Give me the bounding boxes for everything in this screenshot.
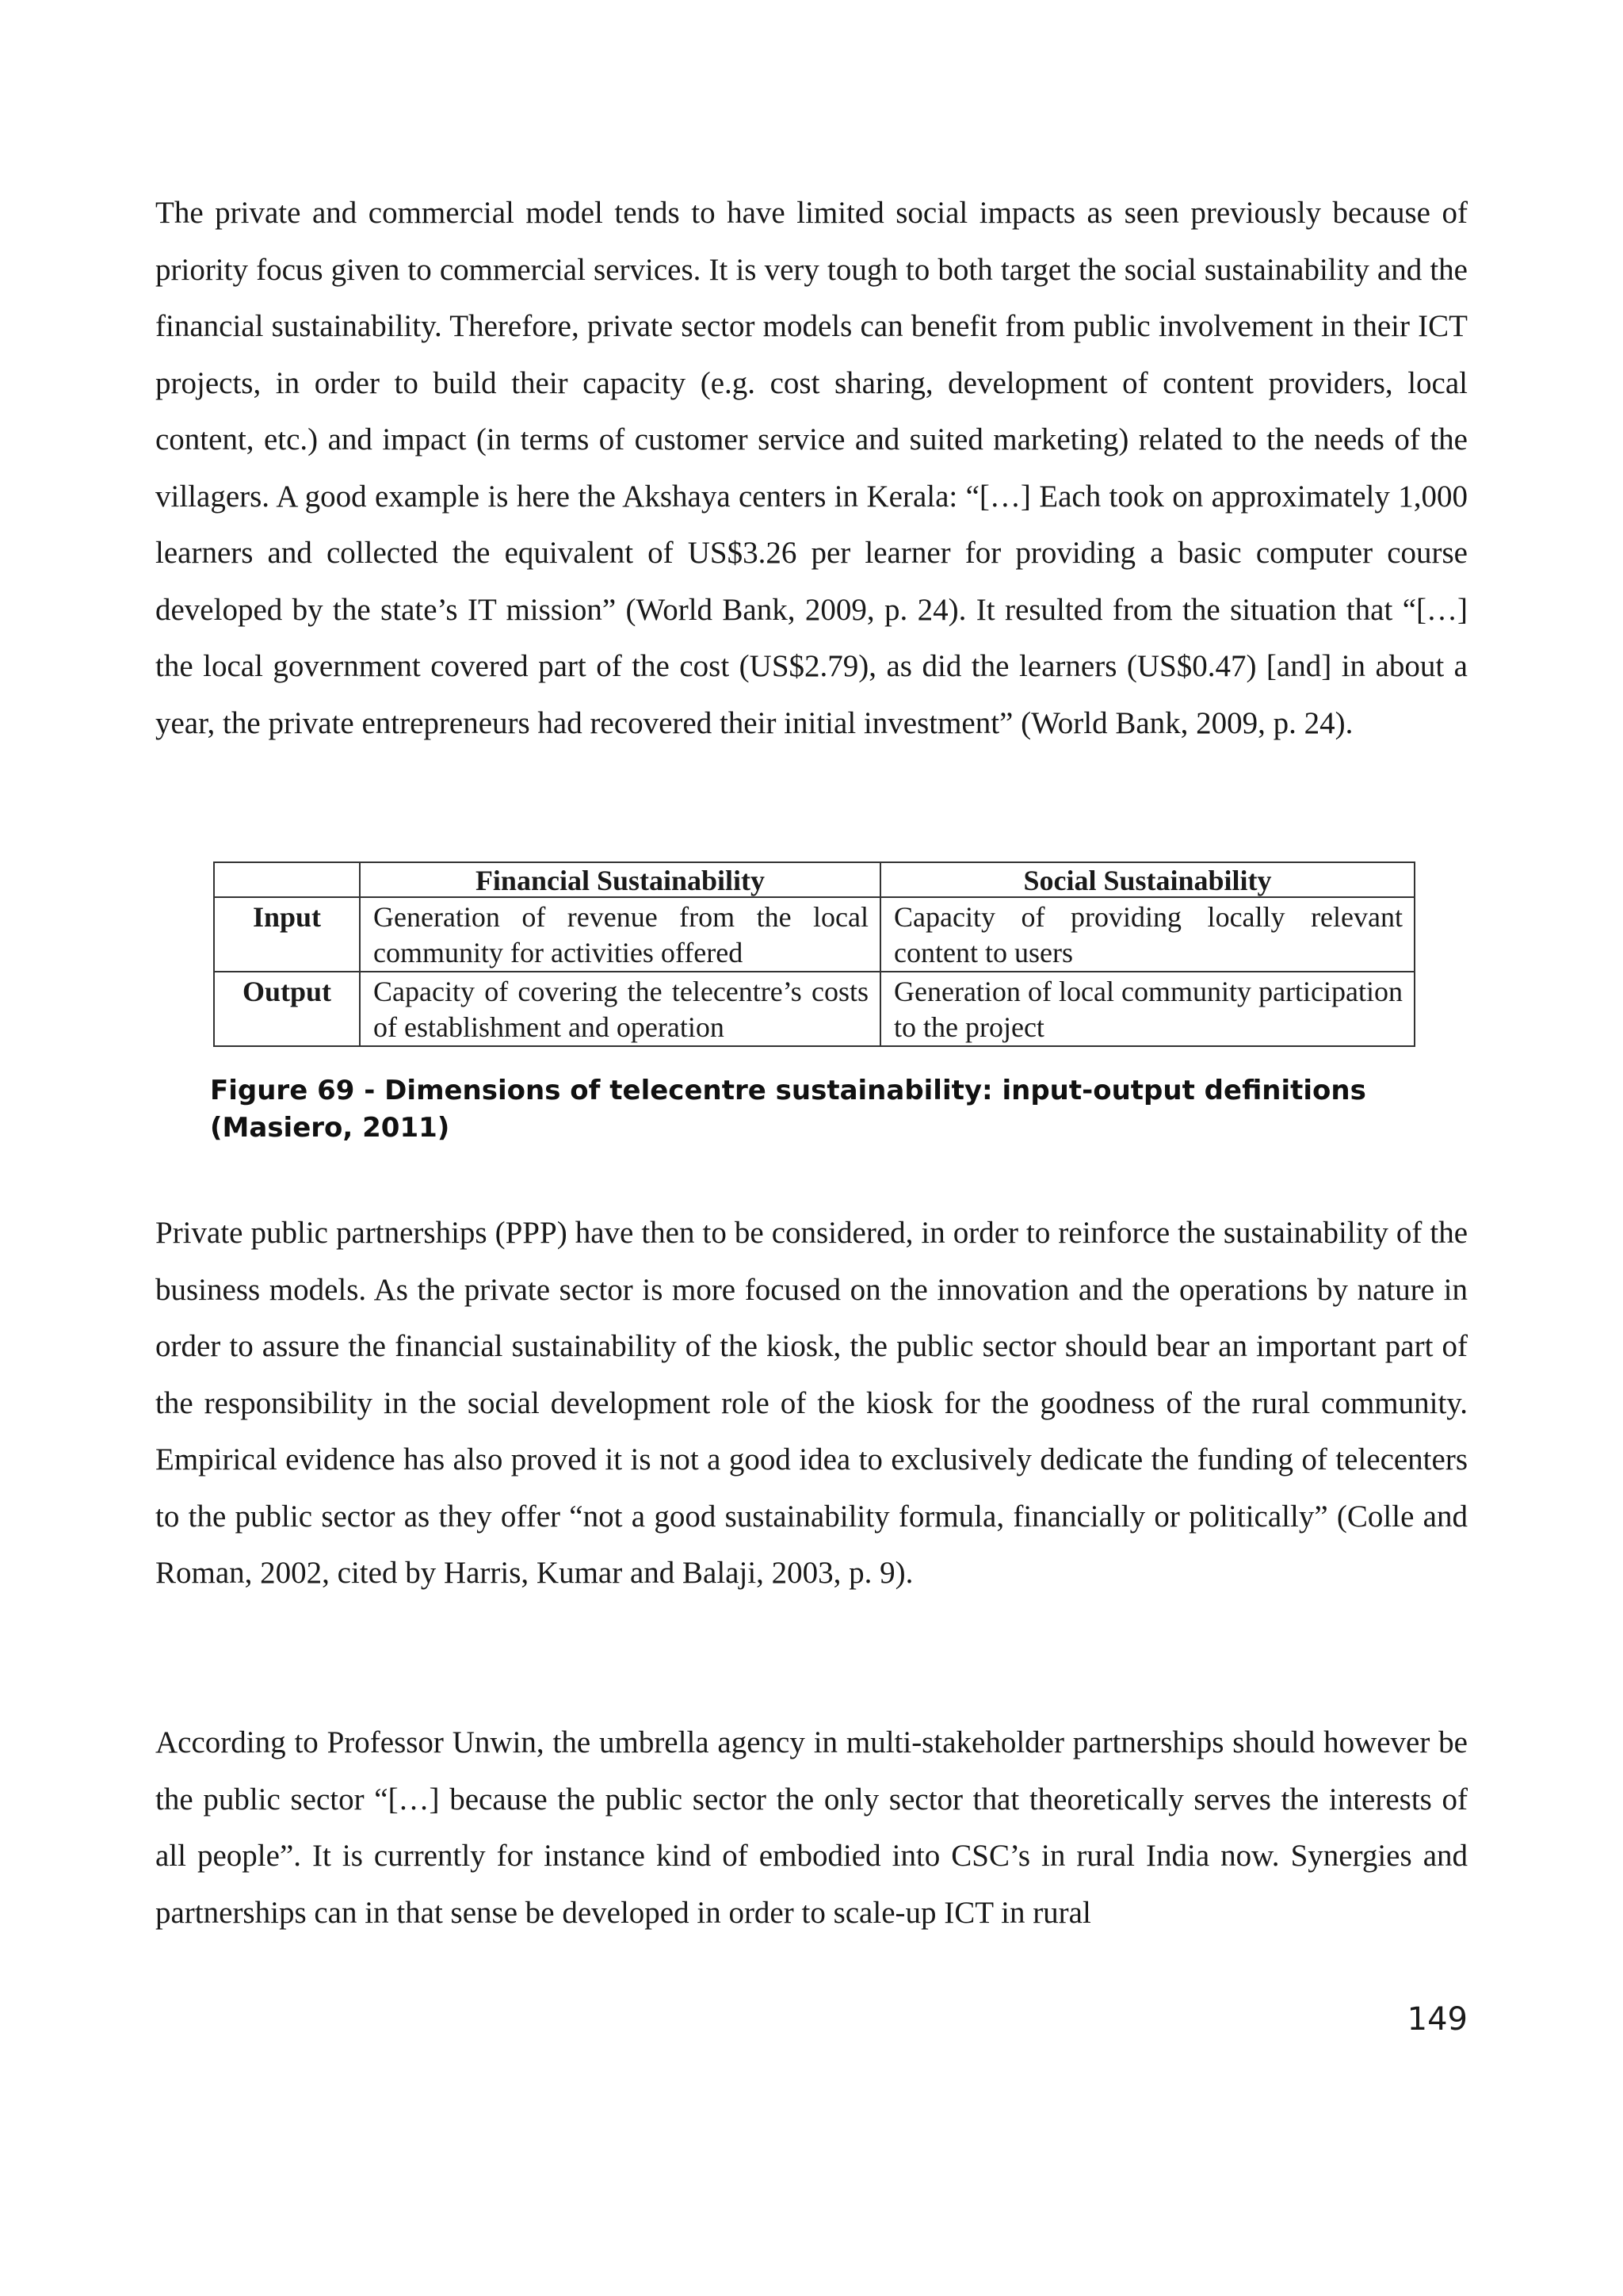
table-row bbox=[214, 972, 1415, 1046]
body-paragraph-3: According to Professor Unwin, the umbrella agency in multi-stakeholder partnerships should however be the public sector “[…] because the public sector the only sector that theoretically serves the interests of all people”. It is currently for instance kind of embodied into CSC’s in rural India now. Synergies and partnerships can in that sense be developed in order to scale-up ICT in rural bbox=[155, 1725, 1468, 1930]
figure-69 bbox=[213, 861, 1414, 1047]
page-number: 149 bbox=[1407, 2001, 1468, 2038]
table-cell: Generation of local community participation to the project bbox=[880, 972, 1415, 1046]
table-row bbox=[214, 897, 1415, 972]
header-social-sustainability: Social Sustainability bbox=[880, 862, 1415, 897]
header-financial-sustainability: Financial Sustainability bbox=[360, 862, 880, 897]
row-label-input: Input bbox=[214, 897, 360, 972]
figure-caption: Figure 69 - Dimensions of telecentre sustainability: input-output definitions (Masiero, 2011) bbox=[210, 1075, 1366, 1144]
sustainability-table bbox=[213, 861, 1415, 1047]
table-cell: Capacity of covering the telecentre’s costs of establishment and operation bbox=[360, 972, 880, 1046]
table-header-row bbox=[214, 862, 1415, 897]
row-label-output: Output bbox=[214, 972, 360, 1046]
body-paragraph-2: Private public partnerships (PPP) have then to be considered, in order to reinforce the sustainability of the business models. As the private sector is more focused on the innovation and the operations by nature in order to assure the financial sustainability of the kiosk, the public sector should bear an important part of the responsibility in the social development role of the kiosk for the goodness of the rural community. Empirical evidence has also proved it is not a good idea to exclusively dedicate the funding of telecenters to the public sector as they offer “not a good sustainability formula, financially or politically” (Colle and Roman, 2002, cited by Harris, Kumar and Balaji, 2003, p. 9). bbox=[155, 1216, 1468, 1590]
table-header-corner bbox=[214, 862, 360, 897]
table-cell: Capacity of providing locally relevant content to users bbox=[880, 897, 1415, 972]
table-cell: Generation of revenue from the local community for activities offered bbox=[360, 897, 880, 972]
body-paragraph-1: The private and commercial model tends to have limited social impacts as seen previously because of priority focus given to commercial services. It is very tough to both target the social sustainability and the financial sustainability. Therefore, private sector models can benefit from public involvement in their ICT projects, in order to build their capacity (e.g. cost sharing, development of content providers, local content, etc.) and impact (in terms of customer service and suited marketing) related to the needs of the villagers. A good example is here the Akshaya centers in Kerala: “[…] Each took on approximately 1,000 learners and collected the equivalent of US$3.26 per learner for providing a basic computer course developed by the state’s IT mission” (World Bank, 2009, p. 24). It resulted from the situation that “[…] the local government covered part of the cost (US$2.79), as did the learners (US$0.47) [and] in about a year, the private entrepreneurs had recovered their initial investment” (World Bank, 2009, p. 24). bbox=[155, 196, 1468, 740]
